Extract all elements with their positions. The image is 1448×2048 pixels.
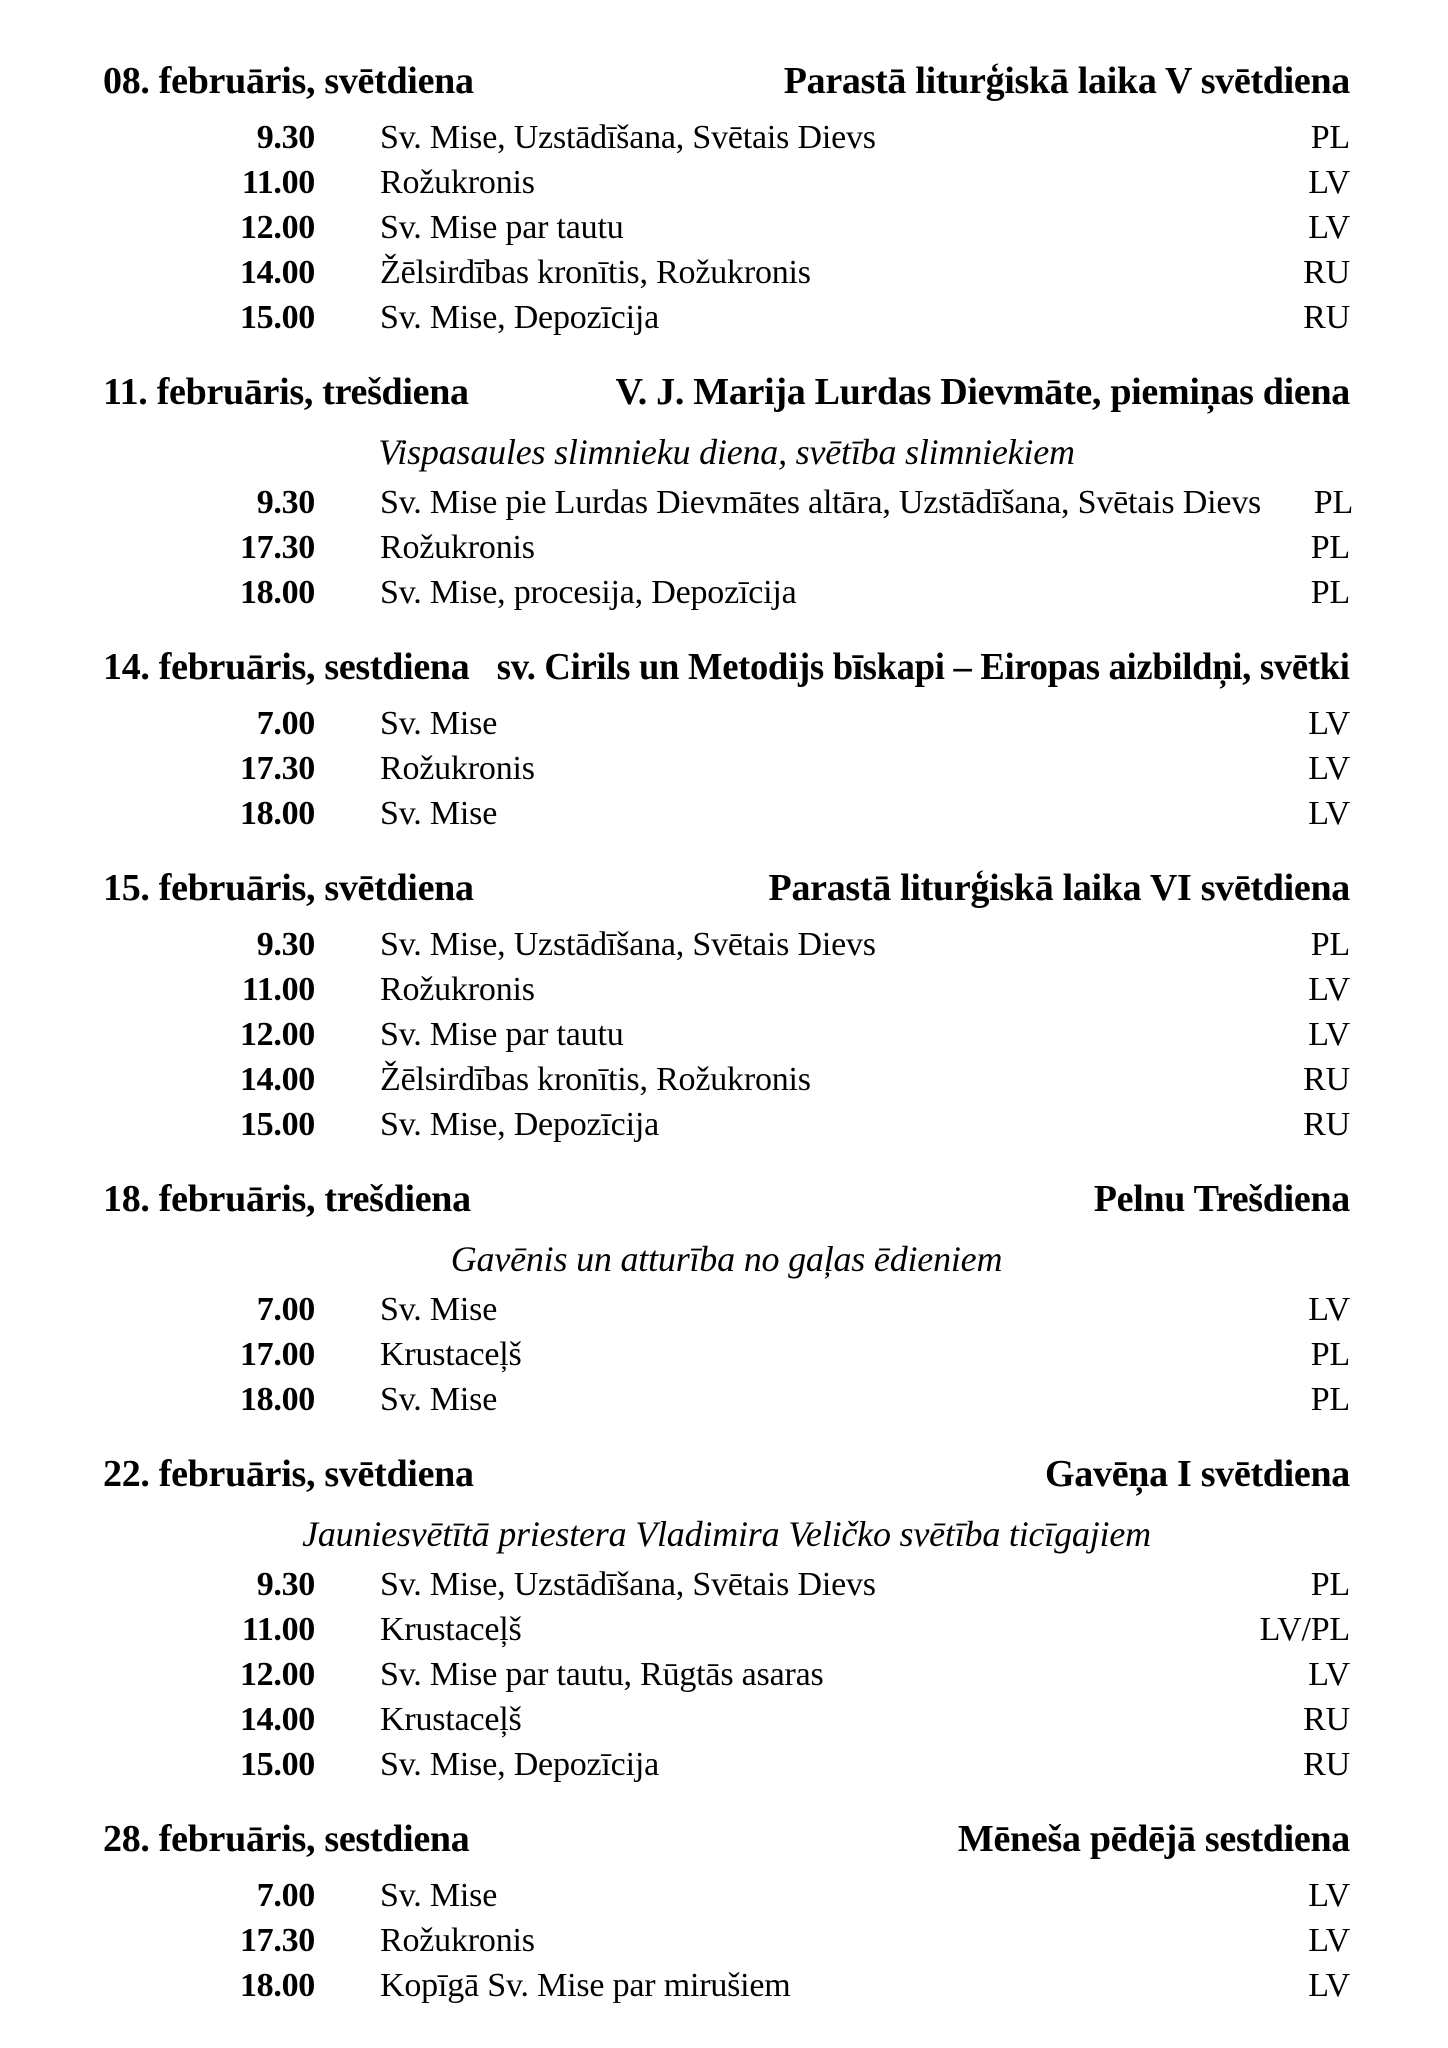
schedule-rows xyxy=(103,701,1350,836)
time-cell: 7.00 xyxy=(256,705,315,742)
description-cell xyxy=(315,1012,1258,1057)
language-cell: LV/PL xyxy=(1259,1611,1350,1648)
description-text: Sv. Mise pie Lurdas Dievmātes altāra, Uzstādīšana, Svētais Dievs xyxy=(380,484,1262,521)
time-cell: 12.00 xyxy=(239,1016,315,1053)
language-cell: LV xyxy=(1308,705,1350,742)
language-cell: RU xyxy=(1303,1746,1350,1783)
time-cell: 14.00 xyxy=(239,1701,315,1738)
schedule-row xyxy=(103,1287,1350,1332)
description-cell xyxy=(315,1873,1258,1918)
time-cell: 11.00 xyxy=(241,971,315,1008)
schedule-rows xyxy=(103,115,1350,340)
schedule xyxy=(103,55,1354,2008)
description-text: Žēlsirdības kronītis, Rožukronis xyxy=(380,254,811,291)
date-label: 18. februāris, trešdiena xyxy=(103,1178,471,1220)
date-label: 15. februāris, svētdiena xyxy=(103,867,474,909)
language-cell: LV xyxy=(1308,795,1350,832)
language-cell: LV xyxy=(1308,1877,1350,1914)
language-cell: PL xyxy=(1310,529,1350,566)
time-cell: 17.30 xyxy=(239,750,315,787)
time-cell: 9.30 xyxy=(256,926,315,963)
description-text: Krustaceļš xyxy=(380,1336,522,1373)
schedule-row xyxy=(103,1963,1350,2008)
language-cell: RU xyxy=(1303,1701,1350,1738)
description-cell xyxy=(315,1377,1258,1422)
description-cell xyxy=(315,1102,1258,1147)
time-cell: 9.30 xyxy=(256,1566,315,1603)
schedule-row xyxy=(103,1562,1350,1607)
language-cell: PL xyxy=(1310,1336,1350,1373)
schedule-row xyxy=(103,1742,1350,1787)
description-text: Sv. Mise, Depozīcija xyxy=(380,1106,659,1143)
date-label: 11. februāris, trešdiena xyxy=(103,371,469,413)
time-cell: 17.30 xyxy=(239,1922,315,1959)
time-cell: 11.00 xyxy=(241,1611,315,1648)
description-text: Sv. Mise, Depozīcija xyxy=(380,1746,659,1783)
language-cell: PL xyxy=(1310,1566,1350,1603)
date-label: 22. februāris, svētdiena xyxy=(103,1453,474,1495)
description-cell xyxy=(315,1332,1258,1377)
day-subtitle: Gavēnis un atturība no gaļas ēdieniem xyxy=(450,1239,1003,1279)
description-cell xyxy=(315,205,1258,250)
date-heading xyxy=(103,1448,1350,1500)
description-cell xyxy=(315,1562,1258,1607)
description-cell xyxy=(315,1607,1258,1652)
description-cell xyxy=(315,1057,1258,1102)
description-text: Rožukronis xyxy=(380,750,535,787)
schedule-row xyxy=(103,701,1350,746)
schedule-rows xyxy=(103,480,1354,615)
time-cell: 9.30 xyxy=(256,119,315,156)
feast-title: Gavēņa I svētdiena xyxy=(1045,1453,1350,1495)
time-cell: 15.00 xyxy=(239,1106,315,1143)
description-text: Rožukronis xyxy=(380,971,535,1008)
description-cell xyxy=(315,1287,1258,1332)
description-text: Sv. Mise par tautu xyxy=(380,1016,624,1053)
description-text: Sv. Mise xyxy=(380,795,498,832)
schedule-row xyxy=(103,1607,1350,1652)
description-text: Rožukronis xyxy=(380,529,535,566)
language-cell: RU xyxy=(1303,299,1350,336)
date-section xyxy=(103,641,1350,836)
schedule-row xyxy=(103,1918,1350,1963)
schedule-rows xyxy=(103,1287,1350,1422)
time-cell: 14.00 xyxy=(239,254,315,291)
description-text: Sv. Mise, Uzstādīšana, Svētais Dievs xyxy=(380,119,876,156)
description-text: Krustaceļš xyxy=(380,1611,522,1648)
date-section xyxy=(103,55,1350,340)
language-cell: RU xyxy=(1303,254,1350,291)
description-cell xyxy=(315,570,1258,615)
time-cell: 11.00 xyxy=(241,164,315,201)
date-heading xyxy=(103,366,1350,418)
date-section xyxy=(103,366,1354,615)
description-text: Sv. Mise par tautu xyxy=(380,209,624,246)
description-text: Rožukronis xyxy=(380,164,535,201)
schedule-row xyxy=(103,1102,1350,1147)
language-cell: PL xyxy=(1310,574,1350,611)
date-heading xyxy=(103,1813,1350,1865)
time-cell: 18.00 xyxy=(239,795,315,832)
schedule-rows xyxy=(103,922,1350,1147)
description-cell xyxy=(315,791,1258,836)
feast-title: Pelnu Trešdiena xyxy=(1093,1178,1350,1220)
date-label: 14. februāris, sestdiena xyxy=(103,646,470,688)
schedule-row xyxy=(103,115,1350,160)
description-cell xyxy=(315,480,1261,525)
language-cell: PL xyxy=(1310,1381,1350,1418)
time-cell: 9.30 xyxy=(256,484,315,521)
description-text: Sv. Mise xyxy=(380,1381,498,1418)
schedule-row xyxy=(103,746,1350,791)
time-cell: 15.00 xyxy=(239,299,315,336)
description-cell xyxy=(315,1742,1258,1787)
schedule-row xyxy=(103,480,1354,525)
language-cell: LV xyxy=(1308,750,1350,787)
schedule-row xyxy=(103,250,1350,295)
time-cell: 17.00 xyxy=(239,1336,315,1373)
description-cell xyxy=(315,701,1258,746)
date-section xyxy=(103,1813,1350,2008)
description-text: Krustaceļš xyxy=(380,1701,522,1738)
description-cell xyxy=(315,160,1258,205)
language-cell: RU xyxy=(1303,1106,1350,1143)
time-cell: 18.00 xyxy=(239,1967,315,2004)
description-cell xyxy=(315,1652,1258,1697)
feast-title: Parastā liturģiskā laika V svētdiena xyxy=(783,60,1350,102)
schedule-row xyxy=(103,160,1350,205)
time-cell: 17.30 xyxy=(239,529,315,566)
schedule-row xyxy=(103,1012,1350,1057)
description-cell xyxy=(315,115,1258,160)
language-cell: LV xyxy=(1308,1922,1350,1959)
time-cell: 18.00 xyxy=(239,1381,315,1418)
date-heading xyxy=(103,55,1350,107)
time-cell: 14.00 xyxy=(239,1061,315,1098)
feast-title: sv. Cirils un Metodijs bīskapi – Eiropas aizbildņi, svētki xyxy=(497,646,1350,688)
description-text: Rožukronis xyxy=(380,1922,535,1959)
description-text: Žēlsirdības kronītis, Rožukronis xyxy=(380,1061,811,1098)
description-cell xyxy=(315,1963,1258,2008)
description-text: Kopīgā Sv. Mise par mirušiem xyxy=(380,1967,791,2004)
description-text: Sv. Mise, Uzstādīšana, Svētais Dievs xyxy=(380,926,876,963)
language-cell: LV xyxy=(1308,164,1350,201)
schedule-row xyxy=(103,1377,1350,1422)
description-cell xyxy=(315,295,1258,340)
description-text: Sv. Mise, Uzstādīšana, Svētais Dievs xyxy=(380,1566,876,1603)
date-heading xyxy=(103,641,1350,693)
time-cell: 15.00 xyxy=(239,1746,315,1783)
day-subtitle: Vispasaules slimnieku diena, svētība slimniekiem xyxy=(378,432,1075,472)
language-cell: LV xyxy=(1308,209,1350,246)
language-cell: LV xyxy=(1308,1291,1350,1328)
time-cell: 12.00 xyxy=(239,209,315,246)
schedule-row xyxy=(103,205,1350,250)
description-cell xyxy=(315,922,1258,967)
time-cell: 18.00 xyxy=(239,574,315,611)
schedule-row xyxy=(103,967,1350,1012)
schedule-rows xyxy=(103,1873,1350,2008)
description-text: Sv. Mise, Depozīcija xyxy=(380,299,659,336)
schedule-rows xyxy=(103,1562,1350,1787)
schedule-row xyxy=(103,570,1350,615)
description-text: Sv. Mise xyxy=(380,1291,498,1328)
language-cell: LV xyxy=(1308,1656,1350,1693)
language-cell: LV xyxy=(1308,1016,1350,1053)
time-cell: 7.00 xyxy=(256,1877,315,1914)
time-cell: 7.00 xyxy=(256,1291,315,1328)
description-text: Sv. Mise xyxy=(380,705,498,742)
feast-title: V. J. Marija Lurdas Dievmāte, piemiņas diena xyxy=(615,371,1350,413)
schedule-row xyxy=(103,1873,1350,1918)
language-cell: LV xyxy=(1308,1967,1350,2004)
date-heading xyxy=(103,862,1350,914)
date-heading xyxy=(103,1173,1350,1225)
schedule-row xyxy=(103,1057,1350,1102)
date-label: 08. februāris, svētdiena xyxy=(103,60,474,102)
schedule-row xyxy=(103,295,1350,340)
time-cell: 12.00 xyxy=(239,1656,315,1693)
language-cell: PL xyxy=(1310,926,1350,963)
language-cell: PL xyxy=(1313,484,1354,521)
schedule-row xyxy=(103,791,1350,836)
date-section xyxy=(103,1448,1350,1787)
description-cell xyxy=(315,967,1258,1012)
date-label: 28. februāris, sestdiena xyxy=(103,1818,470,1860)
language-cell: RU xyxy=(1303,1061,1350,1098)
schedule-row xyxy=(103,1697,1350,1742)
description-cell xyxy=(315,1697,1258,1742)
description-cell xyxy=(315,525,1258,570)
description-cell xyxy=(315,746,1258,791)
language-cell: PL xyxy=(1310,119,1350,156)
description-text: Sv. Mise par tautu, Rūgtās asaras xyxy=(380,1656,824,1693)
schedule-row xyxy=(103,1332,1350,1377)
description-text: Sv. Mise xyxy=(380,1877,498,1914)
feast-title: Mēneša pēdējā sestdiena xyxy=(957,1818,1350,1860)
schedule-row xyxy=(103,1652,1350,1697)
description-cell xyxy=(315,250,1258,295)
schedule-row xyxy=(103,922,1350,967)
feast-title: Parastā liturģiskā laika VI svētdiena xyxy=(768,867,1350,909)
date-section xyxy=(103,862,1350,1147)
description-cell xyxy=(315,1918,1258,1963)
language-cell: LV xyxy=(1308,971,1350,1008)
schedule-row xyxy=(103,525,1350,570)
date-section xyxy=(103,1173,1350,1422)
day-subtitle: Jauniesvētītā priestera Vladimira Veličko svētība ticīgajiem xyxy=(302,1514,1151,1554)
description-text: Sv. Mise, procesija, Depozīcija xyxy=(380,574,797,611)
